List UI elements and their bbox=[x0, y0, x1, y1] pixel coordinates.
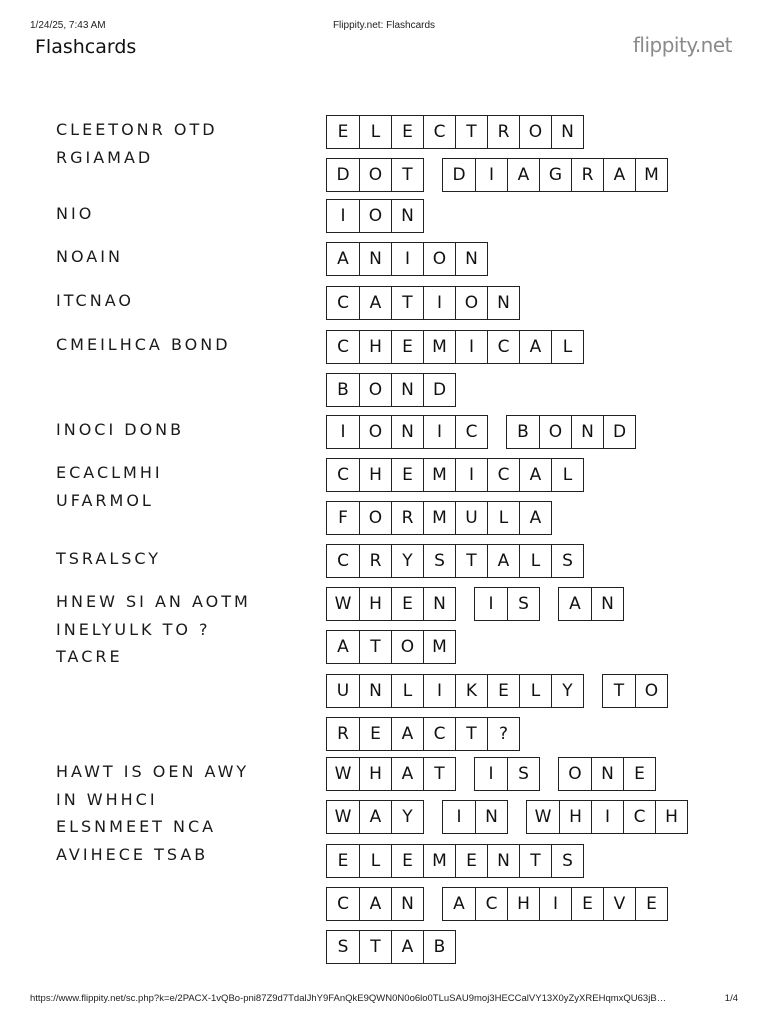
letter-box: E bbox=[337, 851, 349, 871]
answer-word bbox=[326, 158, 424, 192]
letter-box: L bbox=[551, 331, 583, 363]
letter-box: E bbox=[391, 845, 423, 877]
answer-word bbox=[326, 330, 584, 364]
answer-word bbox=[326, 458, 584, 492]
prompt-line: ECACLMHI bbox=[56, 463, 163, 482]
letter-box: I bbox=[340, 422, 346, 442]
prompt-line: CMEILHCA BOND bbox=[56, 335, 231, 354]
footer-page-number: 1/4 bbox=[724, 993, 738, 1004]
letter-box: H bbox=[359, 459, 391, 491]
letter-box: N bbox=[475, 801, 507, 833]
answer-word bbox=[474, 757, 540, 791]
letter-box: T bbox=[391, 159, 423, 191]
letter-box: E bbox=[391, 459, 423, 491]
letter-box: H bbox=[507, 888, 539, 920]
prompt-line: INOCI DONB bbox=[56, 420, 185, 439]
letter-box: S bbox=[423, 545, 455, 577]
prompt-line: NOAIN bbox=[56, 247, 123, 266]
letter-box: A bbox=[603, 159, 635, 191]
letter-box: S bbox=[551, 545, 583, 577]
letter-box: E bbox=[487, 675, 519, 707]
letter-box: E bbox=[337, 122, 349, 142]
letter-box: U bbox=[336, 681, 350, 701]
letter-box: B bbox=[517, 422, 529, 442]
letter-box: W bbox=[334, 807, 352, 827]
letter-box: I bbox=[539, 888, 571, 920]
letter-box: I bbox=[455, 331, 487, 363]
letter-box: O bbox=[568, 764, 582, 784]
card-prompt bbox=[56, 545, 306, 573]
letter-box: L bbox=[519, 545, 551, 577]
letter-box: L bbox=[487, 502, 519, 534]
letter-box: A bbox=[453, 894, 465, 914]
letter-box: E bbox=[635, 888, 667, 920]
answer-word bbox=[326, 544, 584, 578]
letter-box: D bbox=[452, 165, 466, 185]
prompt-line: ELSNMEET NCA bbox=[56, 817, 217, 836]
letter-box: A bbox=[507, 159, 539, 191]
print-window-title: Flippity.net: Flashcards bbox=[332, 20, 436, 31]
letter-box: C bbox=[337, 551, 349, 571]
letter-box: O bbox=[359, 502, 391, 534]
letter-box: L bbox=[551, 459, 583, 491]
letter-box: T bbox=[391, 287, 423, 319]
letter-box: I bbox=[488, 594, 494, 614]
letter-box: W bbox=[334, 594, 352, 614]
letter-box: O bbox=[359, 416, 391, 448]
letter-box: C bbox=[423, 116, 455, 148]
letter-box: N bbox=[359, 675, 391, 707]
answer-word bbox=[326, 674, 584, 708]
letter-box: A bbox=[359, 287, 391, 319]
letter-box: T bbox=[519, 845, 551, 877]
answer-word bbox=[326, 373, 456, 407]
letter-box: I bbox=[340, 206, 346, 226]
prompt-line: CLEETONR OTD bbox=[56, 120, 218, 139]
letter-box: A bbox=[337, 637, 349, 657]
letter-box: C bbox=[337, 337, 349, 357]
answer-word bbox=[326, 630, 456, 664]
card-prompt bbox=[56, 200, 306, 228]
letter-box: O bbox=[455, 287, 487, 319]
answer-word bbox=[326, 587, 456, 621]
card-prompt bbox=[56, 758, 306, 868]
letter-box: R bbox=[337, 724, 349, 744]
letter-box: I bbox=[391, 243, 423, 275]
prompt-line: TSRALSCY bbox=[56, 549, 162, 568]
answer-word bbox=[326, 501, 552, 535]
letter-box: E bbox=[391, 116, 423, 148]
letter-box: A bbox=[359, 801, 391, 833]
prompt-line: HNEW SI AN AOTM bbox=[56, 592, 251, 611]
letter-box: S bbox=[337, 937, 349, 957]
answer-word bbox=[602, 674, 668, 708]
letter-box: I bbox=[423, 416, 455, 448]
letter-box: A bbox=[391, 931, 423, 963]
answer-word bbox=[326, 757, 456, 791]
letter-box: E bbox=[391, 331, 423, 363]
letter-box: C bbox=[423, 718, 455, 750]
prompt-line: RGIAMAD bbox=[56, 147, 154, 167]
letter-box: K bbox=[455, 675, 487, 707]
letter-box: I bbox=[455, 459, 487, 491]
letter-box: N bbox=[591, 758, 623, 790]
letter-box: O bbox=[423, 243, 455, 275]
letter-box: D bbox=[603, 416, 635, 448]
letter-box: C bbox=[455, 416, 487, 448]
answer-word bbox=[442, 800, 508, 834]
letter-box: O bbox=[359, 200, 391, 232]
answer-word bbox=[326, 800, 424, 834]
letter-box: U bbox=[455, 502, 487, 534]
answer-word bbox=[558, 757, 656, 791]
answer-word bbox=[326, 415, 488, 449]
letter-box: N bbox=[423, 588, 455, 620]
card-prompt bbox=[56, 416, 306, 444]
letter-box: B bbox=[337, 380, 349, 400]
letter-box: R bbox=[391, 502, 423, 534]
letter-box: I bbox=[423, 287, 455, 319]
letter-box: C bbox=[487, 459, 519, 491]
letter-box: R bbox=[359, 545, 391, 577]
letter-box: O bbox=[391, 631, 423, 663]
prompt-line: INELYULK TO ? bbox=[56, 619, 211, 639]
letter-box: G bbox=[539, 159, 571, 191]
letter-box: H bbox=[359, 758, 391, 790]
letter-box: A bbox=[519, 502, 551, 534]
letter-box: N bbox=[391, 374, 423, 406]
letter-box: T bbox=[359, 631, 391, 663]
letter-box: A bbox=[359, 888, 391, 920]
letter-box: C bbox=[337, 894, 349, 914]
letter-box: W bbox=[334, 764, 352, 784]
letter-box: M bbox=[423, 459, 455, 491]
letter-box: N bbox=[551, 116, 583, 148]
letter-box: ? bbox=[487, 718, 519, 750]
letter-box: L bbox=[359, 116, 391, 148]
answer-word bbox=[326, 717, 520, 751]
flippity-logo: flippity.net bbox=[632, 33, 732, 57]
letter-box: C bbox=[337, 293, 349, 313]
footer-url: https://www.flippity.net/sc.php?k=e/2PACX-1vQBo-pni87Z9d7TdalJhY9FAnQkE9QWN0N0o6lo0TLuSAU9moj3HECCalVY13X0yZyXREHqmxQU63jB… bbox=[30, 993, 667, 1004]
letter-box: N bbox=[487, 287, 519, 319]
letter-box: A bbox=[569, 594, 581, 614]
letter-box: C bbox=[475, 888, 507, 920]
answer-word bbox=[506, 415, 636, 449]
letter-box: A bbox=[391, 758, 423, 790]
letter-box: L bbox=[391, 675, 423, 707]
answer-word bbox=[474, 587, 540, 621]
letter-box: A bbox=[519, 459, 551, 491]
letter-box: F bbox=[338, 508, 348, 528]
letter-box: H bbox=[359, 331, 391, 363]
letter-box: H bbox=[655, 801, 687, 833]
letter-box: A bbox=[337, 249, 349, 269]
answer-word bbox=[326, 199, 424, 233]
answer-word bbox=[442, 887, 668, 921]
letter-box: E bbox=[391, 588, 423, 620]
answer-word bbox=[326, 286, 520, 320]
letter-box: N bbox=[455, 243, 487, 275]
letter-box: E bbox=[571, 888, 603, 920]
letter-box: N bbox=[359, 243, 391, 275]
letter-box: O bbox=[359, 159, 391, 191]
letter-box: S bbox=[507, 758, 539, 790]
letter-box: I bbox=[591, 801, 623, 833]
letter-box: N bbox=[391, 200, 423, 232]
card-prompt bbox=[56, 459, 306, 514]
answer-word bbox=[326, 930, 456, 964]
letter-box: Y bbox=[391, 801, 423, 833]
letter-box: T bbox=[423, 758, 455, 790]
letter-box: E bbox=[455, 845, 487, 877]
letter-box: A bbox=[487, 545, 519, 577]
letter-box: Y bbox=[391, 545, 423, 577]
card-prompt bbox=[56, 116, 306, 171]
letter-box: M bbox=[423, 502, 455, 534]
letter-box: I bbox=[456, 807, 462, 827]
letter-box: M bbox=[423, 631, 455, 663]
answer-word bbox=[326, 242, 488, 276]
letter-box: B bbox=[423, 931, 455, 963]
letter-box: L bbox=[519, 675, 551, 707]
letter-box: O bbox=[519, 116, 551, 148]
card-prompt bbox=[56, 331, 306, 359]
answer-word bbox=[526, 800, 688, 834]
prompt-line: HAWT IS OEN AWY bbox=[56, 762, 250, 781]
answer-word bbox=[442, 158, 668, 192]
letter-box: O bbox=[359, 374, 391, 406]
letter-box: I bbox=[475, 159, 507, 191]
letter-box: A bbox=[391, 718, 423, 750]
answer-word bbox=[558, 587, 624, 621]
letter-box: C bbox=[487, 331, 519, 363]
letter-box: L bbox=[359, 845, 391, 877]
letter-box: N bbox=[487, 845, 519, 877]
letter-box: T bbox=[455, 116, 487, 148]
letter-box: C bbox=[623, 801, 655, 833]
answer-word bbox=[326, 844, 584, 878]
letter-box: N bbox=[571, 416, 603, 448]
letter-box: O bbox=[539, 416, 571, 448]
letter-box: S bbox=[551, 845, 583, 877]
letter-box: N bbox=[591, 588, 623, 620]
letter-box: D bbox=[423, 374, 455, 406]
letter-box: R bbox=[487, 116, 519, 148]
letter-box: H bbox=[559, 801, 591, 833]
prompt-line: NIO bbox=[56, 204, 95, 223]
letter-box: N bbox=[391, 888, 423, 920]
card-prompt bbox=[56, 243, 306, 271]
letter-box: H bbox=[359, 588, 391, 620]
letter-box: I bbox=[423, 675, 455, 707]
letter-box: D bbox=[336, 165, 350, 185]
card-prompt bbox=[56, 588, 306, 671]
letter-box: M bbox=[423, 331, 455, 363]
letter-box: T bbox=[455, 545, 487, 577]
letter-box: R bbox=[571, 159, 603, 191]
prompt-line: TACRE bbox=[56, 647, 123, 666]
letter-box: T bbox=[359, 931, 391, 963]
prompt-line: UFARMOL bbox=[56, 490, 154, 510]
letter-box: M bbox=[423, 845, 455, 877]
letter-box: N bbox=[391, 416, 423, 448]
card-prompt bbox=[56, 287, 306, 315]
letter-box: W bbox=[534, 807, 552, 827]
letter-box: O bbox=[635, 675, 667, 707]
answer-word bbox=[326, 887, 424, 921]
letter-box: V bbox=[603, 888, 635, 920]
letter-box: I bbox=[488, 764, 494, 784]
letter-box: C bbox=[337, 465, 349, 485]
letter-box: M bbox=[635, 159, 667, 191]
prompt-line: IN WHHCI bbox=[56, 789, 158, 809]
letter-box: A bbox=[519, 331, 551, 363]
page-title: Flashcards bbox=[35, 36, 137, 58]
letter-box: S bbox=[507, 588, 539, 620]
letter-box: T bbox=[613, 681, 625, 701]
prompt-line: ITCNAO bbox=[56, 291, 134, 310]
answer-word bbox=[326, 115, 584, 149]
prompt-line: AVIHECE TSAB bbox=[56, 844, 209, 864]
letter-box: Y bbox=[551, 675, 583, 707]
print-datetime: 1/24/25, 7:43 AM bbox=[30, 20, 106, 31]
letter-box: E bbox=[359, 718, 391, 750]
letter-box: E bbox=[623, 758, 655, 790]
letter-box: T bbox=[455, 718, 487, 750]
